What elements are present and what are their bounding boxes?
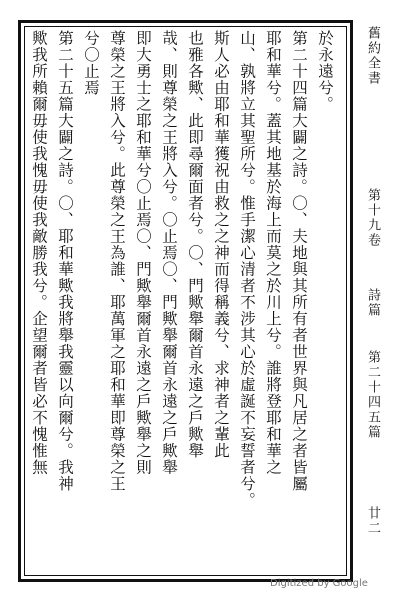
text-column-4: 山、孰將立其聖所兮。惟手潔心清者不涉其心於虛誕不妄誓者兮。 [238, 30, 256, 509]
digitized-by-watermark: Digitized by Google [270, 578, 368, 589]
text-column-6: 也雅各歟、此即尋爾面者兮。〇、門歟舉爾首永遠之戶歟舉 [186, 30, 204, 459]
margin-chapter: 第二十四五篇 [365, 350, 380, 440]
text-column-12: 歟我所賴爾毋使我愧毋使我敵勝我兮。企望爾者皆必不愧惟無 [30, 30, 48, 476]
text-column-3: 耶和華兮。蓋其地基於海上而莫之於川上兮。誰將登耶和華之 [264, 30, 282, 476]
text-column-8: 即大勇士之耶和華兮〇止焉〇、門歟舉爾首永遠之戶歟舉之則 [134, 30, 152, 476]
text-column-10: 兮〇止焉 [82, 30, 100, 96]
text-column-7: 哉、則尊榮之王將入兮。〇止焉〇、門歟舉爾首永遠之戶歟舉 [160, 30, 178, 476]
text-column-5: 斯人必由耶和華獲祝由救之之神而得稱義兮、求神者之輩此 [212, 30, 230, 459]
text-column-9: 尊榮之王將入兮。此尊榮之王為誰、耶萬軍之耶和華即尊榮之王 [108, 30, 126, 492]
margin-page-number: 廿二 [365, 506, 380, 536]
margin-book-title: 舊約全書 [365, 26, 380, 86]
text-column-1: 於永遠兮。 [316, 30, 334, 113]
text-column-11: 第二十五篇大闢之詩。〇、耶和華歟我將舉我靈以向爾兮。我神 [56, 30, 74, 492]
page-margin [356, 20, 382, 580]
main-text [22, 22, 352, 578]
text-column-2: 第二十四篇大闢之詩。〇、夫地與其所有者世界與凡居之者皆屬 [290, 30, 308, 492]
margin-section: 詩篇 [365, 288, 380, 318]
margin-volume: 第十九卷 [365, 188, 380, 248]
